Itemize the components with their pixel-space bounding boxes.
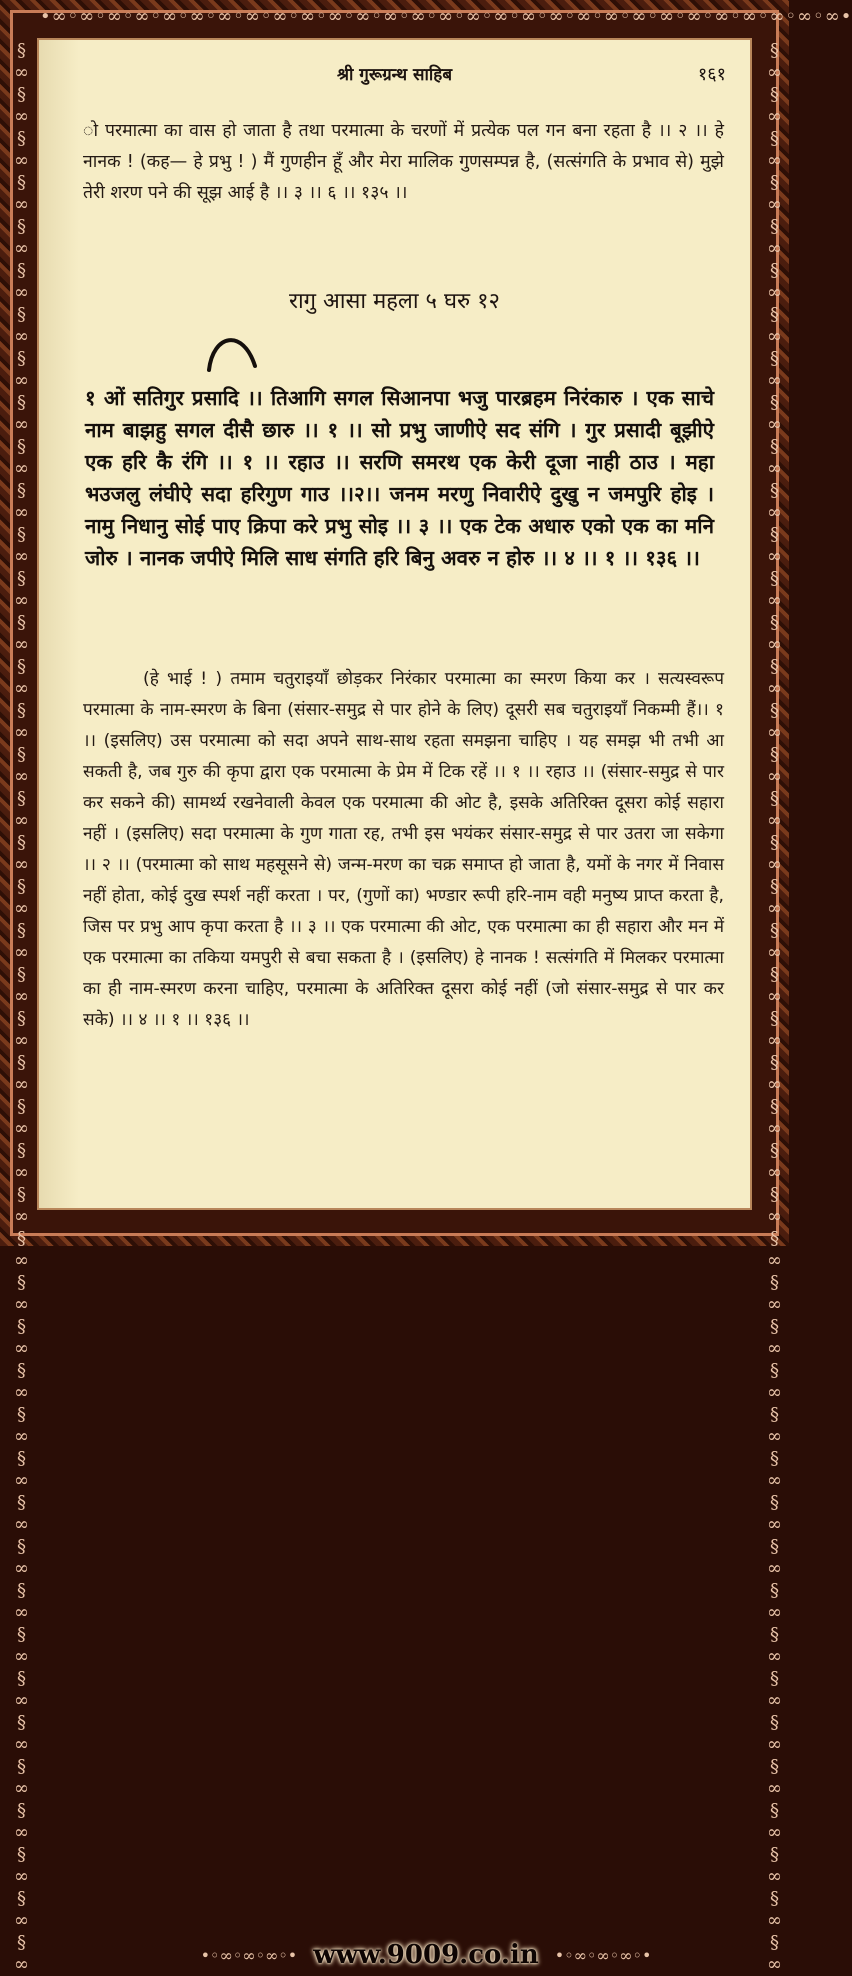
page-header-title: श्री गुरूग्रन्थ साहिब [336,65,453,85]
website-url: www.9009.co.in [313,1940,539,1970]
page-header [39,62,750,92]
ek-onkar-arc-icon [203,326,259,376]
footer-bar [40,1938,812,1972]
right-ornament-border: §∞§∞§∞§∞§∞§∞§∞§∞§∞§∞§∞§∞§∞§∞§∞§∞§∞§∞§∞§∞§∞§∞§∞§∞§∞§∞§∞§∞§∞§∞§∞§∞§∞§∞§∞§∞§∞§∞§∞§∞§∞§∞§∞§∞ [764,40,785,1976]
intro-paragraph: ो परमात्मा का वास हो जाता है तथा परमात्मा के चरणों में प्रत्येक पल गन बना रहता है ।। २ ।। हे नानक ! (कह— हे प्रभु ! ) मैं गुणहीन हूँ और मेरा मालिक गुणसम्पन्न है, (सत्संगति के प्रभाव से) मुझे तेरी शरण पने की सूझ आई है ।। ३ ।। ६ ।। १३५ ।। [83,121,724,203]
page-number: १६१ [697,64,726,85]
gurbani-verse: १ ओं सतिगुर प्रसादि ।। तिआगि सगल सिआनपा भजु पारब्रहम निरंकारु । एक साचे नाम बाझहु सगल दीसै छारु ।। १ ।। सो प्रभु जाणीऐ सद संगि । गुर प्रसादी बूझीऐ एक हरि कै रंगि ।। १ ।। रहाउ ।। सरणि समरथ एक केरी दूजा नाही ठाउ । महा भउजलु लंघीऐ सदा हरिगुण गाउ ।।२।। जनम मरणु निवारीऐ दुखु न जमपुरि होइ । नामु निधानु सोई पाए क्रिपा करे प्रभु सोइ ।। ३ ।। एक टेक अधारु एको एक का मनि जोरु । नानक जपीऐ मिलि साध संगति हरि बिनु अवरु न होरु ।। ४ ।। १ ।। १३६ ।। [85,386,714,570]
translation-paragraph: (हे भाई ! ) तमाम चतुराइयाँ छोड़कर निरंकार परमात्मा का स्मरण किया कर । सत्यस्वरूप परमात्मा के नाम-स्मरण के बिना (संसार-समुद्र से पार होने के लिए) दूसरी सब चतुराइयाँ निकम्मी हैं।। १ ।। (इसलिए) उस परमात्मा को सदा अपने साथ-साथ रहता समझना चाहिए । यह समझ भी तभी आ सकती है, जब गुरु की कृपा द्वारा एक परमात्मा के प्रेम में टिक रहें ।। १ ।। रहाउ ।। (संसार-समुद्र से पार कर सकने की) सामर्थ्य रखनेवाली केवल एक परमात्मा की ओट है, इसके अतिरिक्त दूसरा कोई सहारा नहीं । (इसलिए) सदा परमात्मा के गुण गाता रह, तभी इस भयंकर संसार-समुद्र से पार उतरा जा सकेगा ।। २ ।। (परमात्मा को साथ महसूसने से) जन्म-मरण का चक्र समाप्त हो जाता है, यमों के नगर में निवास नहीं होता, कोई दुख स्पर्श नहीं करता । पर, (गुणों का) भण्डार रूपी हरि-नाम वही मनुष्य प्राप्त करता है, जिस पर प्रभु आप कृपा करता है ।। ३ ।। एक परमात्मा की ओट, एक परमात्मा का ही सहारा और मन में एक परमात्मा का तकिया यमपुरी से बचा सकता है । (इसलिए) हे नानक ! सत्संगति में मिलकर परमात्मा का ही नाम-स्मरण करना चाहिए, परमात्मा के अतिरिक्त दूसरा कोई नहीं (जो संसार-समुद्र से पार कर सके) ।। ४ ।। १ ।। १३६ ।। [83,669,724,1030]
top-ornament-border: •∞◦∞◦∞◦∞◦∞◦∞◦∞◦∞◦∞◦∞◦∞◦∞◦∞◦∞◦∞◦∞◦∞◦∞◦∞◦∞◦∞◦∞◦∞◦∞◦∞◦∞◦∞◦∞◦∞• [40,6,852,27]
scripture-page [37,38,752,1210]
left-ornament-border: §∞§∞§∞§∞§∞§∞§∞§∞§∞§∞§∞§∞§∞§∞§∞§∞§∞§∞§∞§∞§∞§∞§∞§∞§∞§∞§∞§∞§∞§∞§∞§∞§∞§∞§∞§∞§∞§∞§∞§∞§∞§∞§∞§∞ [11,40,32,1976]
footer-left-ornament: •◦∞◦∞◦∞◦• [200,1945,298,1965]
page-binding-shadow [39,40,79,1208]
section-heading: रागु आसा महला ५ घरु १२ [288,289,501,314]
footer-right-ornament: •◦∞◦∞◦∞◦• [554,1945,652,1965]
